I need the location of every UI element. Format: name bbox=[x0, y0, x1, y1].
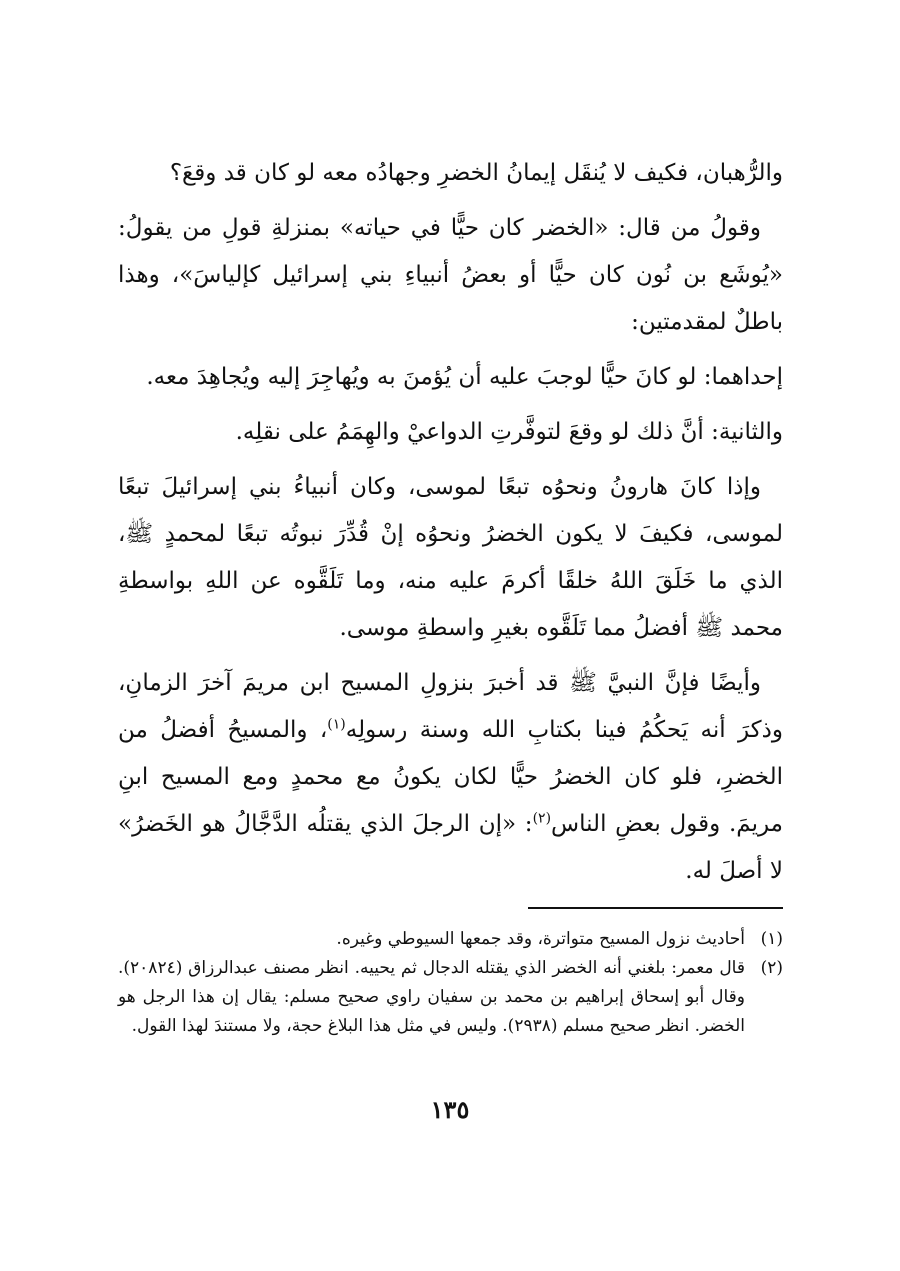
footnote-2 bbox=[118, 954, 783, 1041]
footnote-number: (٢) bbox=[760, 958, 783, 978]
paragraph-6-part-a: وأيضًا فإنَّ النبيَّ ﷺ قد أخبرَ بنزولِ المسيح ابن مريمَ آخرَ الزمانِ، وذكرَ أنه يَحكُمُ فينا بكتابِ الله وسنة رسولِه bbox=[118, 670, 783, 743]
footnote-text: أحاديث نزول المسيح متواترة، وقد جمعها السيوطي وغيره. bbox=[336, 929, 745, 949]
footnotes bbox=[118, 925, 783, 1041]
paragraph-4: والثانية: أنَّ ذلك لو وقعَ لتوفَّرتِ الدواعيْ والهِمَمُ على نقلِه. bbox=[235, 419, 783, 445]
footnote-1 bbox=[118, 925, 783, 954]
footnote-ref-2[interactable]: (٢) bbox=[532, 810, 552, 827]
page-number: ١٣٥ bbox=[430, 1095, 470, 1124]
paragraph-3: إحداهما: لو كانَ حيًّا لوجبَ عليه أن يُؤمنَ به ويُهاجِرَ إليه ويُجاهِدَ معه. bbox=[146, 364, 783, 390]
paragraph-1: والرُّهبان، فكيف لا يُنقَل إيمانُ الخضرِ وجهادُه معه لو كان قد وقعَ؟ bbox=[169, 160, 783, 186]
footnote-text: قال معمر: بلغني أنه الخضر الذي يقتله الدجال ثم يحييه. انظر مصنف عبدالرزاق (٢٠٨٢٤). وقال أبو إسحاق إبراهيم بن محمد بن سفيان راوي صحيح مسلم: يقال إن هذا الرجل هو الخضر. انظر صحيح مسلم (٢٩٣٨). وليس في مثل هذا البلاغ حجة، ولا مستندَ لهذا القول. bbox=[118, 958, 745, 1036]
paragraph-5: وإذا كانَ هارونُ ونحوُه تبعًا لموسى، وكان أنبياءُ بني إسرائيلَ تبعًا لموسى، فكيفَ لا يكون الخضرُ ونحوُه إنْ قُدِّرَ نبوتُه تبعًا لمحمدٍ ﷺ، الذي ما خَلَقَ اللهُ خلقًا أكرمَ عليه منه، وما تَلَقَّوه عن اللهِ بواسطةِ محمد ﷺ أفضلُ مما تَلَقَّوه بغيرِ واسطةِ موسى. bbox=[118, 474, 783, 641]
paragraph-6-part-c: : «إن الرجلَ الذي يقتلُه الدَّجَّالُ هو الخَضرُ» لا أصلَ له. bbox=[118, 811, 783, 884]
paragraph-6-part-b: ، والمسيحُ أفضلُ من الخضرِ، فلو كان الخضرُ حيًّا لكان يكونُ مع محمدٍ ومع المسيح ابنِ مريمَ. وقول بعضِ الناس bbox=[118, 717, 783, 837]
footnote-number: (١) bbox=[760, 929, 783, 949]
footnote-ref-1[interactable]: (١) bbox=[327, 716, 346, 733]
paragraph-2: وقولُ من قال: «الخضر كان حيًّا في حياته» بمنزلةِ قولِ من يقولُ: «يُوشَع بن نُون كان حيًّا أو بعضُ أنبياءِ بني إسرائيل كإلياسَ»، وهذا باطلٌ لمقدمتين: bbox=[118, 215, 783, 335]
main-text bbox=[118, 150, 783, 903]
footnote-divider bbox=[528, 907, 783, 909]
paragraph-6 bbox=[118, 660, 783, 895]
